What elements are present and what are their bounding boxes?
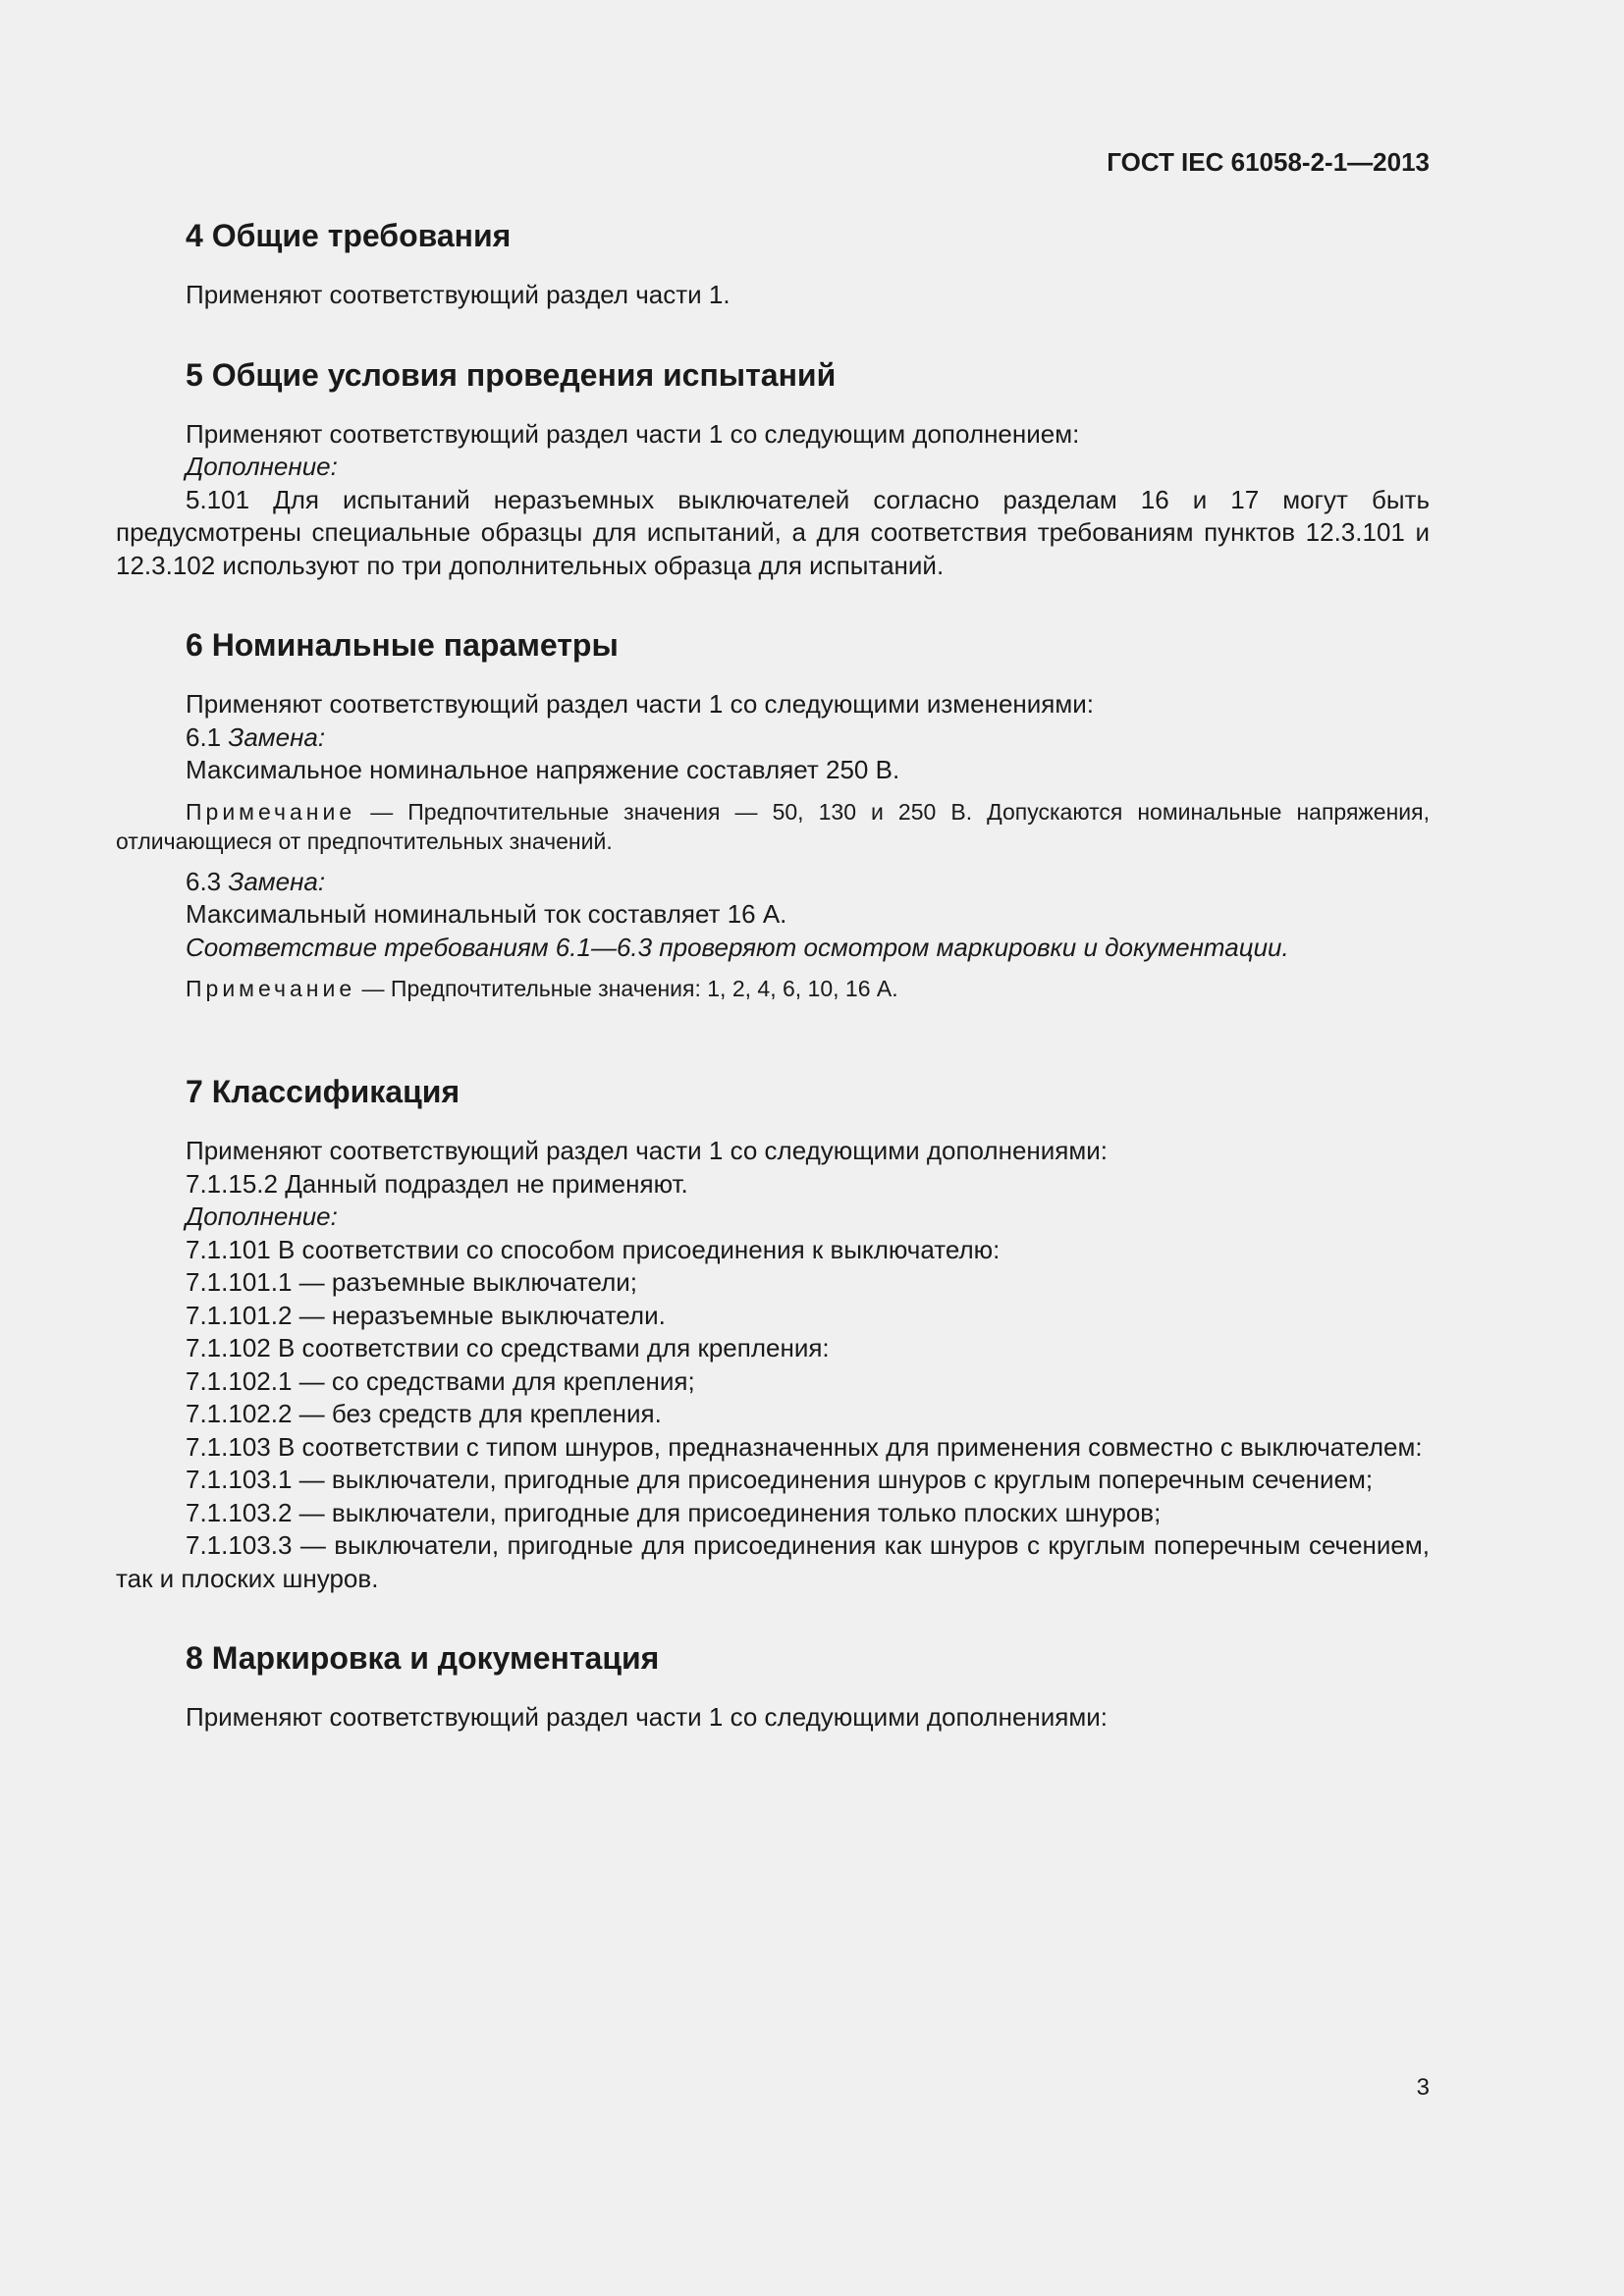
section-4-title: 4 Общие требования [186, 218, 512, 253]
paragraph: Максимальный номинальный ток составляет 16 А. [186, 899, 787, 929]
paragraph: 7.1.103 В соответствии с типом шнуров, предназначенных для применения совместно с выключателем: [186, 1431, 1423, 1462]
list-item: 7.1.103.2 — выключатели, пригодные для присоединения только плоских шнуров; [186, 1497, 1162, 1527]
list-item: 7.1.103.1 — выключатели, пригодные для присоединения шнуров с круглым поперечным сечением; [186, 1465, 1374, 1494]
paragraph: Применяют соответствующий раздел части 1 со следующими дополнениями: [186, 1136, 1108, 1165]
addition-label: Дополнение: [186, 1201, 338, 1231]
paragraph: Максимальное номинальное напряжение составляет 250 В. [186, 755, 900, 784]
note-label: Примечание [186, 976, 356, 1001]
section-8-title: 8 Маркировка и документация [186, 1640, 660, 1676]
clause-number: 6.3 [186, 866, 229, 896]
section-7-title: 7 Классификация [186, 1074, 460, 1109]
clause-6-3 [116, 866, 1430, 899]
paragraph: 7.1.101 В соответствии со способом присоединения к выключателю: [186, 1234, 1001, 1264]
clause-6-1 [116, 721, 1430, 755]
section-5-title: 5 Общие условия проведения испытаний [186, 356, 837, 393]
paragraph: 7.1.15.2 Данный подраздел не применяют. [186, 1168, 688, 1199]
list-item: 7.1.102.2 — без средств для крепления. [186, 1399, 662, 1428]
replacement-label: Замена: [228, 721, 326, 752]
paragraph: Применяют соответствующий раздел части 1 со следующими дополнениями: [186, 1702, 1108, 1732]
section-4 [116, 216, 1430, 312]
note-text: — Предпочтительные значения: 1, 2, 4, 6, 10, 16 А. [355, 976, 898, 1001]
section-6 [116, 625, 1430, 1003]
page-content [116, 216, 1430, 1735]
page-number: 3 [1416, 2074, 1430, 2101]
section-6-title: 6 Номинальные параметры [186, 627, 619, 663]
paragraph: 5.101 Для испытаний неразъемных выключателей согласно разделам 16 и 17 могут быть предусмотрены специальные образцы для испытаний, а для соответствия требованиям пунктов 12.3.101 и 12.3.102 используют по три дополнительных образца для испытаний. [116, 484, 1430, 580]
section-7 [116, 1072, 1430, 1595]
note-text: — Предпочтительные значения — 50, 130 и 250 В. Допускаются номинальные напряжения, отличающиеся от предпочтительных значений. [116, 798, 1430, 854]
list-item: 7.1.103.3 — выключатели, пригодные для присоединения как шнуров с круглым поперечным сечением, так и плоских шнуров. [116, 1530, 1430, 1593]
paragraph: 7.1.102 В соответствии со средствами для крепления: [186, 1333, 830, 1362]
paragraph: Применяют соответствующий раздел части 1 со следующим дополнением: [186, 418, 1080, 449]
note [116, 797, 1430, 856]
note-label: Примечание [186, 798, 356, 825]
replacement-label: Замена: [228, 866, 326, 896]
standard-code: ГОСТ IEC 61058-2-1—2013 [1107, 147, 1430, 177]
list-item: 7.1.101.1 — разъемные выключатели; [186, 1267, 638, 1297]
note [116, 974, 1430, 1003]
paragraph: Применяют соответствующий раздел части 1. [186, 280, 731, 309]
addition-label: Дополнение: [186, 452, 338, 481]
section-8 [116, 1638, 1430, 1735]
list-item: 7.1.102.1 — со средствами для крепления; [186, 1365, 695, 1396]
list-item: 7.1.101.2 — неразъемные выключатели. [186, 1300, 666, 1330]
compliance-paragraph: Соответствие требованиям 6.1—6.3 проверяют осмотром маркировки и документации. [186, 932, 1289, 962]
clause-number: 6.1 [186, 721, 229, 752]
section-5 [116, 355, 1430, 583]
paragraph: Применяют соответствующий раздел части 1 со следующими изменениями: [186, 689, 1095, 719]
